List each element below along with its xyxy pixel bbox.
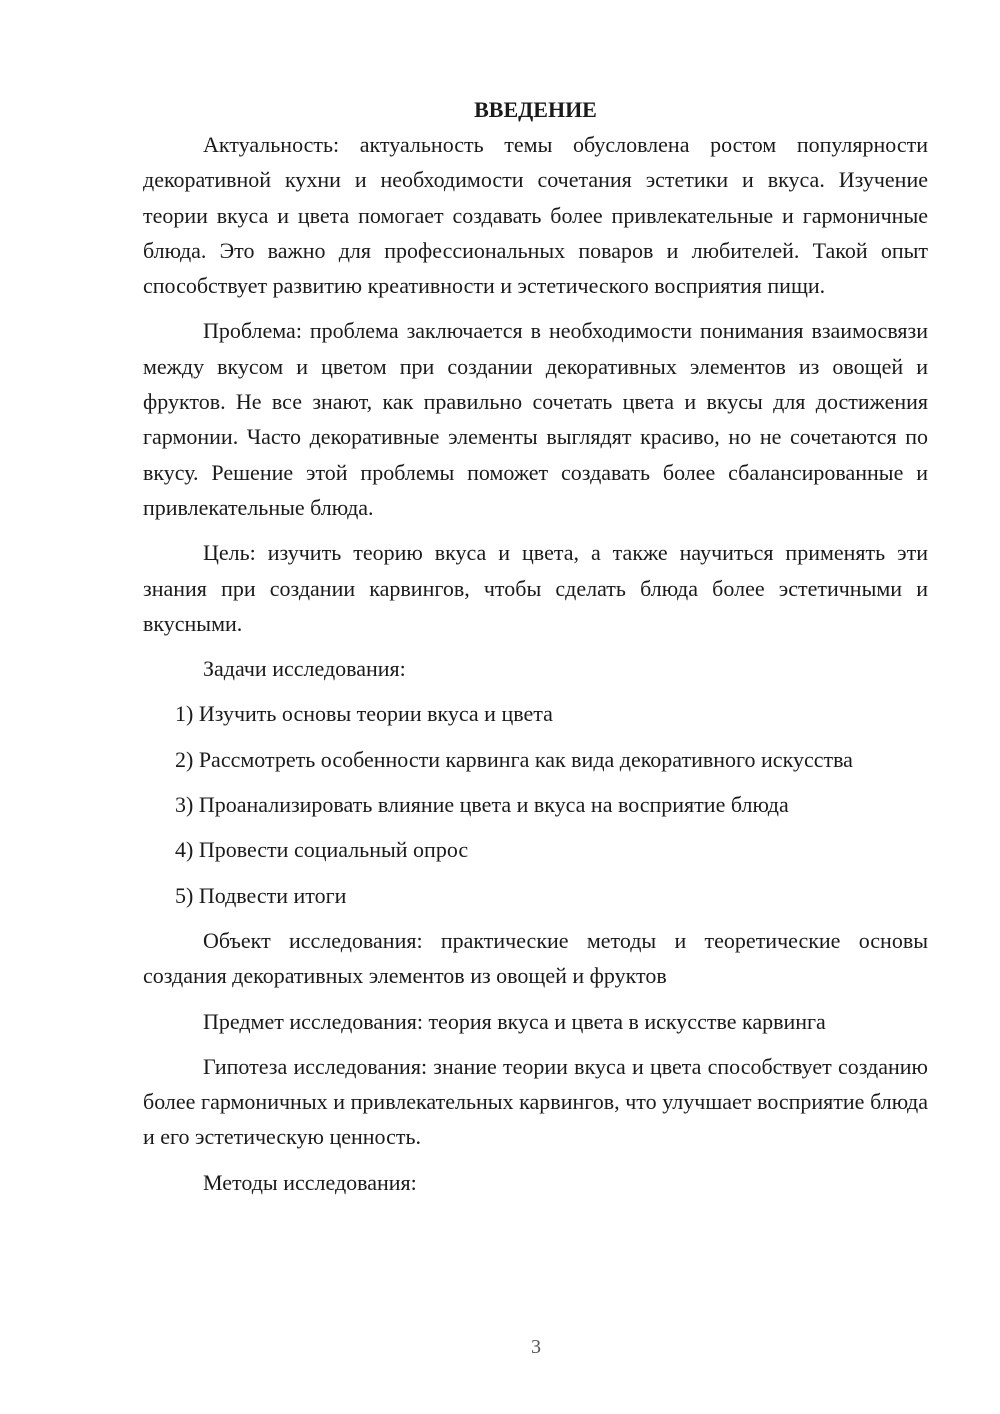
list-item: 4) Провести социальный опрос bbox=[175, 837, 469, 863]
object-paragraph: Объект исследования: практические методы и теоретические основы создания декоративных элементов из овощей и фруктов bbox=[143, 927, 928, 989]
hypothesis-paragraph: Гипотеза исследования: знание теории вкуса и цвета способствует созданию более гармоничных и привлекательных карвингов, что улучшает восприятие блюда и его эстетическую ценность. bbox=[143, 1053, 928, 1150]
list-item: 3) Проанализировать влияние цвета и вкуса на восприятие блюда bbox=[175, 792, 789, 818]
page-number: 3 bbox=[531, 1336, 541, 1358]
relevance-paragraph: Актуальность: актуальность темы обусловлена ростом популярности декоративной кухни и необходимости сочетания эстетики и вкуса. Изучение теории вкуса и цвета помогает создавать более привлекательные и гармоничные блюда. Это важно для профессиональных поваров и любителей. Такой опыт способствует развитию креативности и эстетического восприятия пищи. bbox=[143, 132, 928, 299]
list-item: 1) Изучить основы теории вкуса и цвета bbox=[175, 701, 553, 727]
document-page bbox=[143, 92, 928, 1210]
tasks-list bbox=[143, 696, 928, 912]
problem-paragraph: Проблема: проблема заключается в необходимости понимания взаимосвязи между вкусом и цветом при создании декоративных элементов из овощей и фруктов. Не все знают, как правильно сочетать цвета и вкусы для достижения гармонии. Часто декоративные элементы выглядят красиво, но не сочетаются по вкусу. Решение этой проблемы поможет создавать более сбалансированные и привлекательные блюда. bbox=[143, 318, 928, 520]
tasks-heading: Задачи исследования: bbox=[203, 656, 406, 682]
methods-heading: Методы исследования: bbox=[203, 1169, 417, 1195]
subject-paragraph: Предмет исследования: теория вкуса и цвета в искусстве карвинга bbox=[203, 1008, 826, 1034]
list-item: 2) Рассмотреть особенности карвинга как вида декоративного искусства bbox=[175, 746, 853, 772]
section-title: ВВЕДЕНИЕ bbox=[474, 97, 597, 122]
goal-paragraph: Цель: изучить теорию вкуса и цвета, а также научиться применять эти знания при создании карвингов, чтобы сделать блюда более эстетичными и вкусными. bbox=[143, 540, 928, 636]
list-item: 5) Подвести итоги bbox=[175, 882, 347, 908]
